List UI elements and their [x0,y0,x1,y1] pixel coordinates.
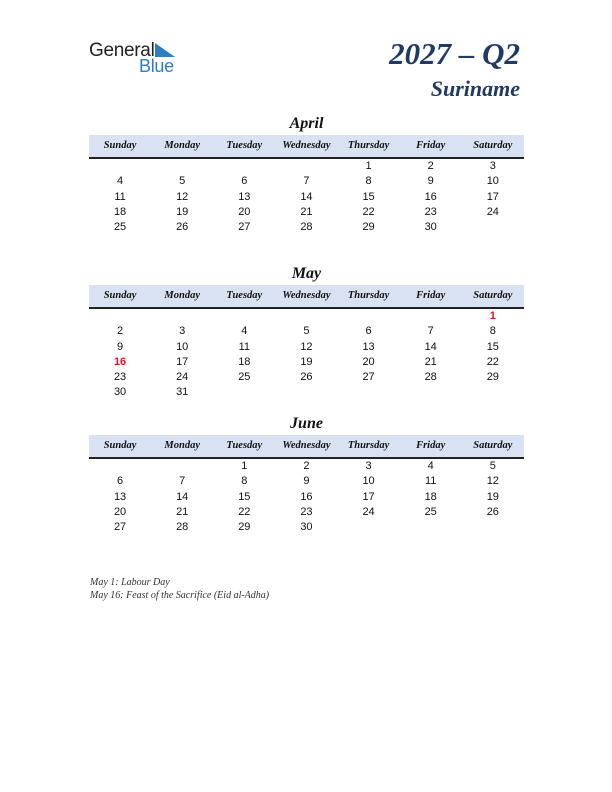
day-cell: 11 [238,340,251,353]
empty-day-cell [462,385,524,400]
day-cell: 11 [424,475,437,488]
weekday-label: Friday [416,290,446,301]
day-cell: 1 [241,460,248,472]
day-cell: 8 [489,325,496,338]
day-cell: 6 [117,475,124,488]
weekday-label: Sunday [103,440,137,451]
day-cell: 20 [362,355,375,368]
empty-day-cell [462,520,524,535]
week-row [89,355,524,370]
day-cell: 28 [300,221,313,234]
month-may [89,264,524,401]
day-cell: 29 [486,371,499,384]
day-cell: 31 [176,386,189,399]
day-cell: 22 [238,505,251,518]
day-cell: 14 [300,190,313,203]
day-cell: 12 [300,340,313,353]
holiday-note: May 16: Feast of the Sacrifice (Eid al-Adha) [90,590,270,601]
day-cell: 26 [486,505,499,518]
day-cell: 2 [117,325,124,338]
day-cell: 6 [365,325,372,338]
day-cell: 2 [427,160,434,172]
empty-day-cell [151,309,213,324]
day-cell: 12 [486,475,499,488]
day-cell: 8 [365,175,372,188]
weekday-label: Thursday [347,440,390,451]
weekday-label: Friday [416,440,446,451]
day-cell: 28 [424,371,437,384]
day-cell: 16 [424,190,437,203]
month-june [89,414,524,535]
day-cell: 21 [424,355,437,368]
day-cell: 20 [113,505,127,518]
day-cell: 15 [238,490,251,503]
day-cell: 28 [176,521,189,534]
empty-day-cell [213,309,275,324]
empty-day-cell [338,309,400,324]
month-name: April [289,115,324,132]
week-row [89,490,524,505]
day-cell: 21 [176,505,189,518]
logo-blue-text: Blue [139,56,174,76]
day-cell: 9 [117,340,124,353]
weekday-label: Tuesday [226,440,263,451]
day-cell: 7 [179,475,186,488]
day-cell: 5 [303,325,310,338]
day-cell: 25 [424,505,437,518]
page-title: 2027 – Q2 [389,36,520,71]
empty-day-cell [400,385,462,400]
weekday-label: Tuesday [226,140,263,151]
day-cell: 14 [176,490,189,503]
weekday-label: Thursday [347,140,390,151]
day-cell: 24 [176,371,189,384]
empty-day-cell [400,309,462,324]
empty-day-cell [89,159,151,174]
weekday-label: Wednesday [282,440,331,451]
day-cell: 14 [424,340,437,353]
empty-day-cell [338,520,400,535]
day-cell: 4 [117,175,124,188]
weekday-label: Monday [164,290,200,301]
day-cell: 4 [241,325,248,338]
day-cell: 29 [238,521,251,534]
weekday-label: Wednesday [282,140,331,151]
day-cell: 23 [300,505,313,518]
day-cell: 10 [486,175,499,188]
week-row [89,205,524,220]
week-row [89,459,524,474]
day-cell: 9 [303,475,310,488]
weekday-label: Sunday [103,140,137,151]
day-cell: 27 [113,521,127,534]
empty-day-cell [151,459,213,474]
weekday-label: Tuesday [226,290,263,301]
day-cell: 21 [300,205,313,218]
day-cell: 27 [238,221,251,234]
day-cell: 26 [300,371,313,384]
day-cell: 17 [486,190,499,203]
empty-day-cell [338,385,400,400]
week-row [89,309,524,324]
day-cell: 19 [486,490,499,503]
day-cell: 26 [176,221,189,234]
day-cell: 1 [365,160,372,172]
day-cell: 1 [489,310,496,322]
empty-day-cell [89,459,151,474]
weekday-label: Monday [164,440,200,451]
day-cell: 18 [238,355,251,368]
weekday-label: Thursday [347,290,390,301]
day-cell: 22 [362,205,375,218]
empty-day-cell [151,159,213,174]
logo-triangle-icon [155,43,175,57]
empty-day-cell [275,385,337,400]
empty-day-cell [213,159,275,174]
day-cell: 30 [300,521,313,534]
day-cell: 6 [241,175,248,188]
weekday-label: Saturday [473,290,513,301]
day-cell: 17 [176,355,189,368]
day-cell: 3 [179,325,186,338]
weekday-header [89,285,524,309]
day-cell: 29 [362,221,375,234]
weekday-label: Saturday [473,140,513,151]
day-cell: 24 [362,505,375,518]
day-cell: 13 [362,340,375,353]
weekday-header [89,435,524,459]
week-row [89,174,524,189]
day-cell: 24 [486,205,499,218]
day-cell: 22 [486,355,499,368]
week-row [89,324,524,339]
day-cell: 4 [427,460,434,472]
day-cell: 7 [427,325,434,338]
month-weeks [89,309,524,401]
day-cell: 25 [113,221,127,234]
holiday-note: May 1: Labour Day [90,577,170,588]
week-row [89,190,524,205]
day-cell: 30 [424,221,437,234]
week-row [89,220,524,235]
holiday-notes [90,576,269,602]
weekday-header [89,135,524,159]
month-name: June [290,415,323,432]
day-cell: 3 [489,160,496,172]
day-cell: 23 [424,205,437,218]
day-cell: 18 [424,490,437,503]
logo-general-text: General [89,40,155,61]
day-cell: 30 [113,386,127,399]
week-row [89,159,524,174]
week-row [89,505,524,520]
day-cell: 15 [486,340,499,353]
day-cell: 7 [303,175,310,188]
day-cell: 5 [489,460,496,472]
week-row [89,340,524,355]
day-cell: 17 [362,490,375,503]
day-cell: 19 [176,205,189,218]
empty-day-cell [400,520,462,535]
day-cell: 2 [303,460,310,472]
empty-day-cell [213,385,275,400]
day-cell: 13 [238,190,251,203]
day-cell: 20 [238,205,251,218]
day-cell: 5 [179,175,186,188]
day-cell: 10 [362,475,375,488]
day-cell: 18 [113,205,127,218]
empty-day-cell [275,309,337,324]
month-name: May [291,265,322,282]
day-cell: 12 [176,190,189,203]
day-cell: 9 [427,175,434,188]
day-cell: 16 [113,355,127,368]
general-blue-logo [89,40,189,76]
week-row [89,474,524,489]
day-cell: 8 [241,475,248,488]
week-row [89,385,524,400]
day-cell: 25 [238,371,251,384]
empty-day-cell [89,309,151,324]
day-cell: 11 [114,190,126,203]
country-name: Suriname [430,76,520,101]
weekday-label: Wednesday [282,290,331,301]
weekday-label: Saturday [473,440,513,451]
day-cell: 19 [300,355,313,368]
week-row [89,370,524,385]
day-cell: 3 [365,460,372,472]
day-cell: 10 [176,340,189,353]
day-cell: 16 [300,490,313,503]
empty-day-cell [462,220,524,235]
day-cell: 27 [362,371,375,384]
empty-day-cell [275,159,337,174]
weekday-label: Sunday [103,290,137,301]
day-cell: 15 [362,190,375,203]
weekday-label: Friday [416,140,446,151]
day-cell: 13 [113,490,127,503]
month-april [89,114,524,235]
month-weeks [89,459,524,535]
month-weeks [89,159,524,235]
day-cell: 23 [113,371,127,384]
week-row [89,520,524,535]
weekday-label: Monday [164,140,200,151]
